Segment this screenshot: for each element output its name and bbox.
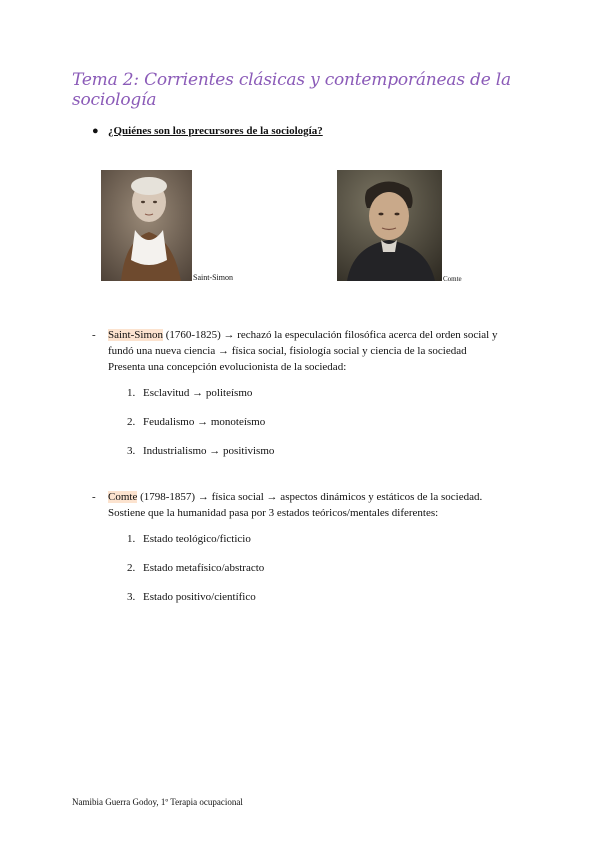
saint-simon-caption: Saint-Simon bbox=[193, 273, 234, 282]
saint-simon-name: Saint-Simon bbox=[108, 329, 164, 341]
saint-simon-item bbox=[92, 327, 528, 375]
comte-portrait bbox=[337, 170, 442, 281]
list-item: 2. Estado metafísico/abstracto bbox=[127, 562, 265, 574]
saint-simon-line1: (1760-1825) → rechazó la especulación filosófica acerca del orden social y bbox=[163, 329, 498, 341]
question-heading: ¿Quiénes son los precursores de la sociología? bbox=[108, 125, 323, 137]
list-item: 1. Esclavitud → politeísmo bbox=[127, 387, 253, 399]
list-item: 3. Industrialismo → positivismo bbox=[127, 445, 275, 457]
list-item: 3. Estado positivo/científico bbox=[127, 591, 256, 603]
bullet-dot: ● bbox=[92, 125, 99, 137]
question-bullet bbox=[92, 125, 323, 137]
page-title: Tema 2: Corrientes clásicas y contemporáneas de la sociología bbox=[72, 70, 511, 110]
comte-line2: Sostiene que la humanidad pasa por 3 estados teóricos/mentales diferentes: bbox=[108, 507, 439, 519]
saint-simon-line3: Presenta una concepción evolucionista de la sociedad: bbox=[108, 361, 347, 373]
comte-name: Comte bbox=[108, 491, 138, 503]
list-item: 2. Feudalismo → monoteísmo bbox=[127, 416, 266, 428]
list-dash: - bbox=[92, 491, 96, 503]
saint-simon-portrait bbox=[101, 170, 192, 281]
comte-item bbox=[92, 489, 528, 521]
page-footer: Namibia Guerra Godoy, 1º Terapia ocupacional bbox=[72, 797, 243, 807]
comte-line1: (1798-1857) → física social → aspectos dinámicos y estáticos de la sociedad. bbox=[137, 491, 483, 503]
comte-caption: Comte bbox=[443, 275, 462, 283]
list-item: 1. Estado teológico/ficticio bbox=[127, 533, 251, 545]
list-dash: - bbox=[92, 329, 96, 341]
saint-simon-line2: fundó una nueva ciencia → física social, fisiología social y ciencia de la sociedad bbox=[108, 345, 467, 357]
